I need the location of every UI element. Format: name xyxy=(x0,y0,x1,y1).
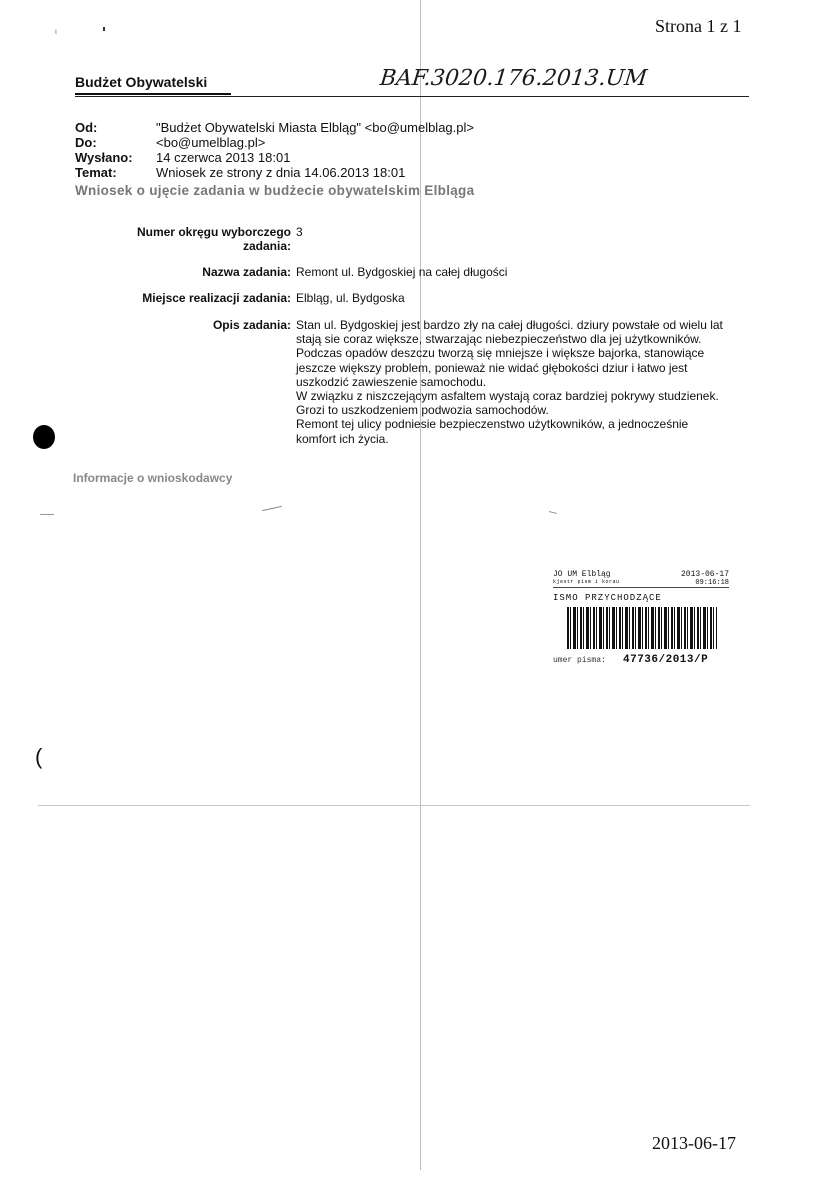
description-label: Opis zadania: xyxy=(212,318,291,332)
stamp-type: ISMO PRZYCHODZĄCE xyxy=(553,593,662,603)
district-value: 3 xyxy=(296,225,303,239)
from-value: "Budżet Obywatelski Miasta Elbląg" <bo@umelblag.pl> xyxy=(156,120,474,135)
scan-speck: ι xyxy=(55,27,57,36)
scan-mark xyxy=(262,506,282,511)
scan-speck xyxy=(103,27,105,31)
description-line: stają sie coraz większe, stwarzając niebezpieczeństwo dla jej użytkowników. xyxy=(296,332,702,347)
form-heading: Wniosek o ujęcie zadania w budżecie obywatelskim Elbląga xyxy=(75,183,475,198)
description-line: komfort ich życia. xyxy=(296,431,389,446)
to-value: <bo@umelblag.pl> xyxy=(156,135,266,150)
sent-label: Wysłano: xyxy=(75,150,133,165)
district-label xyxy=(76,225,291,253)
place-label: Miejsce realizacji zadania: xyxy=(142,291,291,305)
stamp-number: 47736/2013/P xyxy=(623,654,709,666)
stamp-office-sub: kjestr pism i korau xyxy=(553,579,620,585)
handwritten-reference: BAF.3020.176.2013.UM xyxy=(378,66,649,91)
stamp-time: 09:16:18 xyxy=(695,579,729,587)
description-line: W związku z niszczejącym asfaltem wystają coraz bardziej pokrywy studzienek. xyxy=(296,389,719,404)
scan-mark xyxy=(40,514,54,515)
district-label-line2: zadania: xyxy=(242,239,291,253)
applicant-heading: Informacje o wnioskodawcy xyxy=(73,471,233,485)
stamp-date: 2013-06-17 xyxy=(680,570,729,579)
scan-fold-line xyxy=(420,0,421,1170)
description-text xyxy=(296,318,751,446)
to-label: Do: xyxy=(75,135,97,150)
scan-mark: ( xyxy=(35,744,43,769)
header-divider xyxy=(75,96,749,97)
district-label-line1: Numer okręgu wyborczego xyxy=(136,225,291,239)
stamp-office: JO UM Elbląg xyxy=(553,570,611,579)
description-line: Podczas opadów deszczu tworzą się mniejsze i większe bajorka, stanowiące xyxy=(296,346,705,361)
stamp-number-label: umer pisma: xyxy=(553,656,606,665)
place-value: Elbląg, ul. Bydgoska xyxy=(296,291,405,305)
stamp-divider xyxy=(553,587,729,588)
from-label: Od: xyxy=(75,120,98,135)
description-line: jeszcze większy problem, ponieważ nie widać głębokości dziur i łatwo jest xyxy=(296,360,688,375)
document-title: Budżet Obywatelski xyxy=(75,74,208,90)
subject-label: Temat: xyxy=(75,165,117,180)
punch-hole-mark xyxy=(33,425,55,449)
stamp-date-bottom: 2013-06-17 xyxy=(652,1133,736,1153)
scan-line xyxy=(38,805,750,806)
subject-value: Wniosek ze strony z dnia 14.06.2013 18:01 xyxy=(156,165,406,180)
barcode xyxy=(567,607,717,649)
description-line: uszkodzić zawieszenie samochodu. xyxy=(296,374,487,389)
description-line: Stan ul. Bydgoskiej jest bardzo zły na całej długości. dziury powstałe od wielu lat xyxy=(296,318,723,332)
description-line: Remont tej ulicy podniesie bezpieczenstwo użytkowników, a jednocześnie xyxy=(296,417,689,432)
title-underline xyxy=(75,93,231,95)
registry-stamp xyxy=(553,570,733,670)
sent-value: 14 czerwca 2013 18:01 xyxy=(156,150,291,165)
task-name-label: Nazwa zadania: xyxy=(202,265,291,279)
scan-mark xyxy=(549,511,557,514)
page-number: Strona 1 z 1 xyxy=(655,16,742,36)
task-name-value: Remont ul. Bydgoskiej na całej długości xyxy=(296,265,508,279)
description-line: Grozi to uszkodzeniem podwozia samochodów. xyxy=(296,403,549,418)
